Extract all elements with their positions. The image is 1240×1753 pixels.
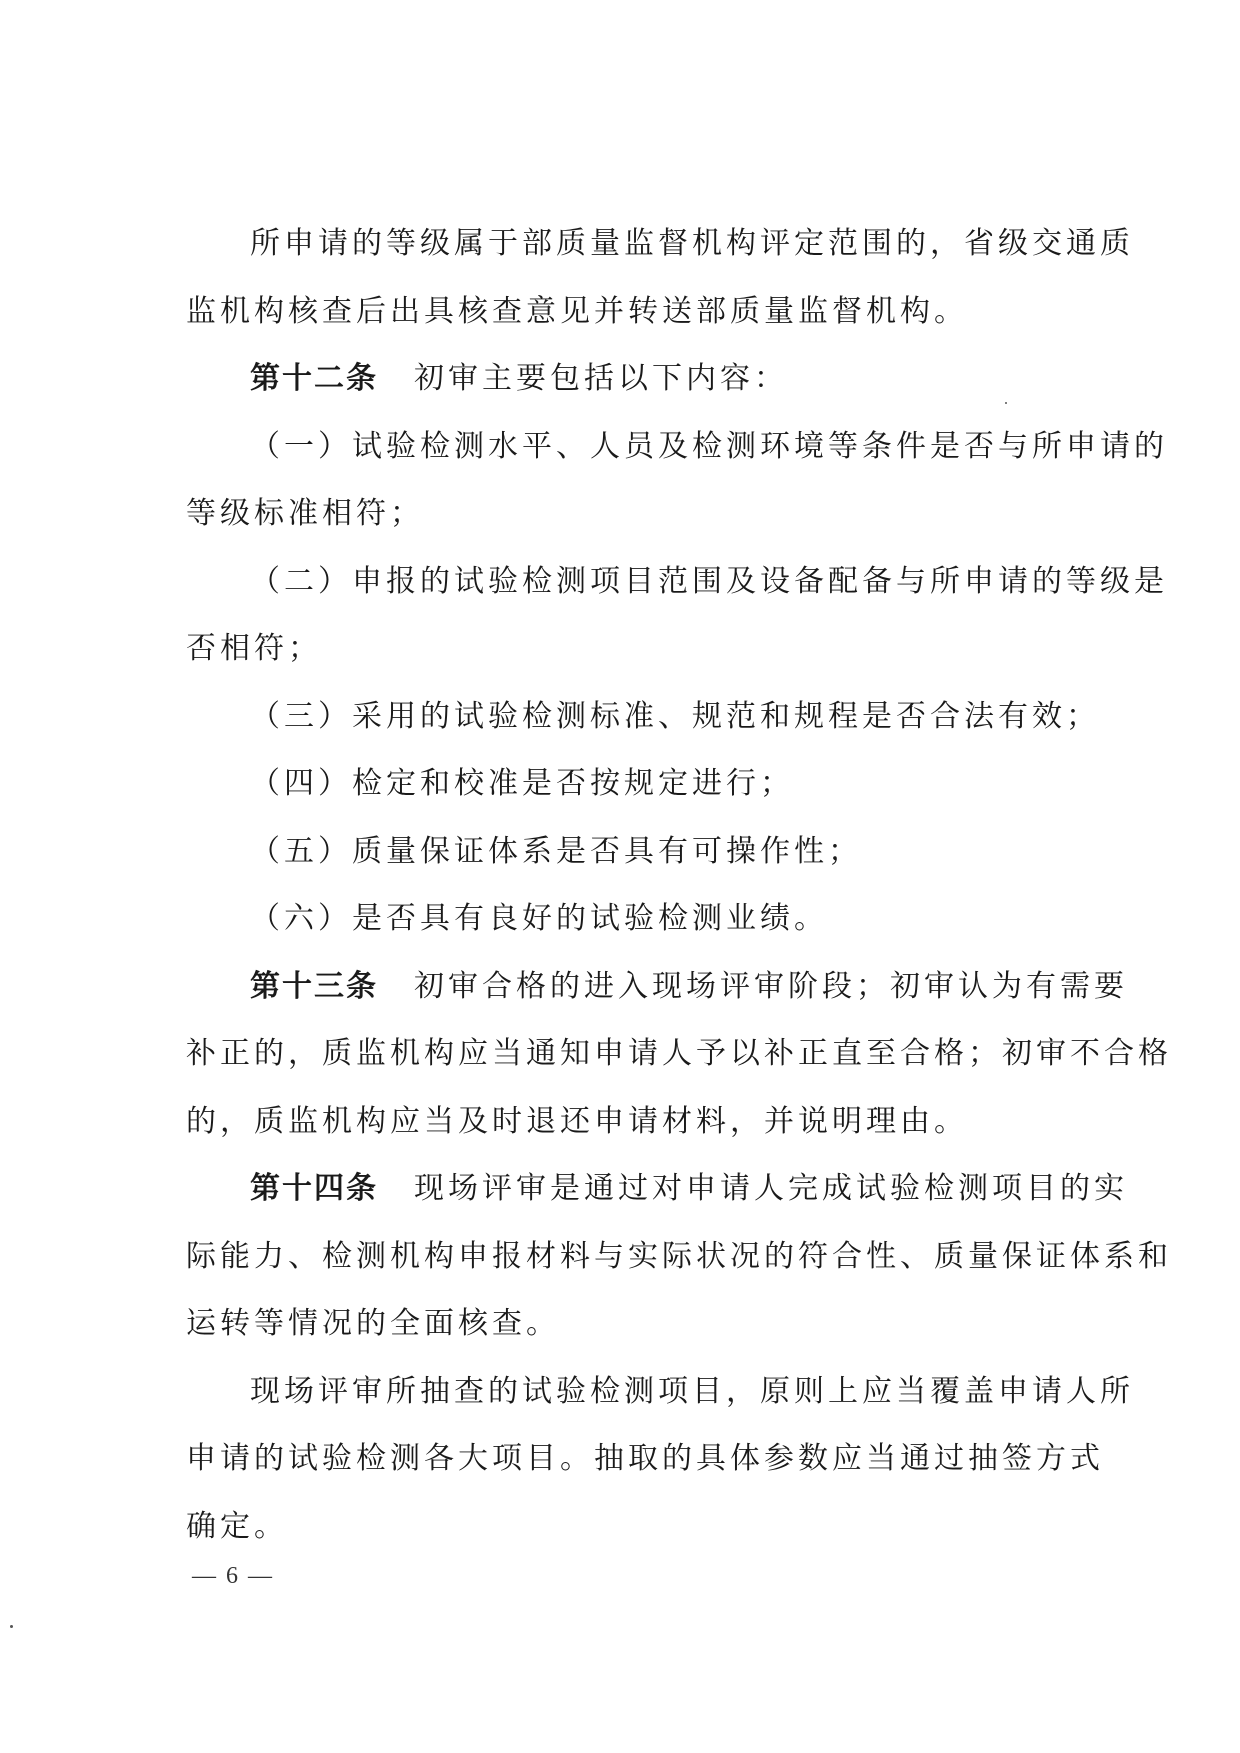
article-14-text: 现场评审是通过对申请人完成试验检测项目的实 (414, 1171, 1128, 1206)
paragraph-line: 的，质监机构应当及时退还申请材料，并说明理由。 (186, 1103, 968, 1139)
list-item-line: （一）试验检测水平、人员及检测环境等条件是否与所申请的 (250, 428, 1168, 464)
article-13-text: 初审合格的进入现场评审阶段；初审认为有需要 (414, 968, 1128, 1004)
scan-speck (1005, 402, 1007, 404)
list-item-line: 否相符； (186, 631, 322, 666)
article-13-heading: 第十三条 (250, 968, 378, 1004)
paragraph-line: 补正的，质监机构应当通知申请人予以补正直至合格；初审不合格 (186, 1036, 1172, 1071)
paragraph-line: 所申请的等级属于部质量监督机构评定范围的，省级交通质 (250, 226, 1134, 261)
article-14-heading: 第十四条 (250, 1171, 378, 1206)
page-number: — 6 — (192, 1563, 274, 1589)
paragraph-line: 监机构核查后出具核查意见并转送部质量监督机构。 (186, 293, 968, 329)
list-item-line: （三）采用的试验检测标准、规范和规程是否合法有效； (250, 698, 1100, 734)
article-12-line (186, 345, 1090, 413)
article-12-text: 初审主要包括以下内容： (414, 361, 788, 396)
article-13-line (186, 953, 1128, 1021)
article-14-line (186, 1155, 1128, 1223)
paragraph-line: 现场评审所抽查的试验检测项目，原则上应当覆盖申请人所 (250, 1373, 1134, 1409)
list-item-line: （二）申报的试验检测项目范围及设备配备与所申请的等级是 (250, 563, 1168, 599)
list-item-line: 等级标准相符； (186, 496, 424, 531)
body-text (186, 210, 1172, 1560)
scan-speck (10, 1625, 13, 1628)
paragraph-line: 申请的试验检测各大项目。抽取的具体参数应当通过抽签方式 (186, 1441, 1104, 1476)
paragraph-line: 确定。 (186, 1508, 288, 1544)
paragraph-line: 际能力、检测机构申报材料与实际状况的符合性、质量保证体系和 (186, 1238, 1172, 1274)
list-item-line: （五）质量保证体系是否具有可操作性； (250, 833, 862, 869)
list-item-line: （六）是否具有良好的试验检测业绩。 (250, 901, 828, 936)
paragraph-line: 运转等情况的全面核查。 (186, 1306, 560, 1341)
list-item-line: （四）检定和校准是否按规定进行； (250, 766, 794, 801)
article-12-heading: 第十二条 (250, 361, 378, 396)
